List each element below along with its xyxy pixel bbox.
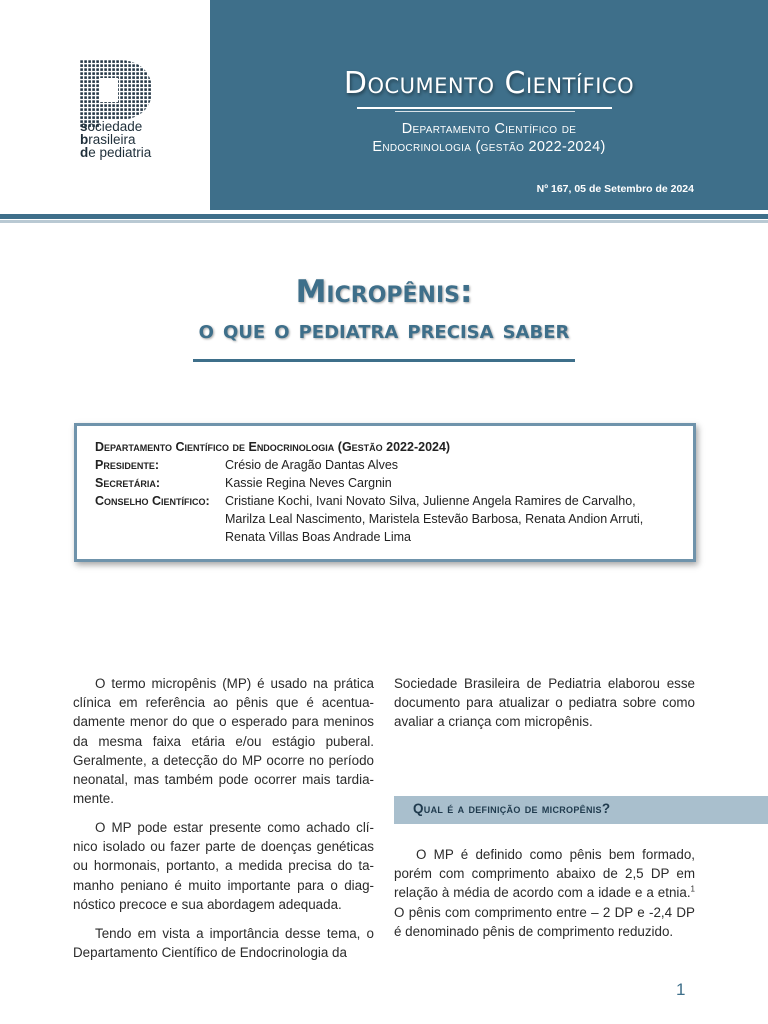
secretary-name: Kassie Regina Neves Cargnin	[225, 476, 392, 490]
logo-text-line1: sociedade	[80, 119, 143, 134]
main-title-line2: o que o pediatra precisa saber	[198, 315, 570, 345]
header-rule	[0, 214, 768, 219]
body-column-left	[73, 674, 374, 972]
main-title-line1: Micropênis:	[295, 274, 473, 310]
paragraph-clinical: O MP pode estar presente como achado clínico isolado ou fazer parte de doenças genéticas ou hormonais, portanto, a medida precisa do tamanho peniano é muito importante para o diagnóstico precoce e sua abordagem adequada.	[73, 820, 374, 912]
secretary-row	[95, 474, 683, 492]
paragraph-intro: O termo micropênis (MP) é usado na prática clínica em referência ao pênis que é acentuadamente menor do que o esperado para meninos da mesma faixa etária e/ou estágio puberal. Geralmente, a detecção do MP ocorre no período neonatal, mas também pode ocorrer mais tardiamente.	[73, 676, 374, 807]
issue-number: Nº 167, 05 de Setembro de 2024	[536, 183, 694, 195]
council-row	[95, 492, 683, 546]
logo-text-line2: brasileira	[80, 132, 136, 147]
section-heading-text: Qual é a definição de micropênis?	[413, 801, 611, 816]
secretary-label: Secretária:	[95, 476, 161, 490]
council-line-2: Marilza Leal Nascimento, Maristela Estevão Barbosa, Renata Andion Arruti,	[225, 512, 644, 526]
department-line-1: Departamento Científico de	[401, 121, 577, 137]
council-line-1: Cristiane Kochi, Ivani Novato Silva, Julienne Angela Ramires de Carvalho,	[225, 494, 636, 508]
header-rule-light	[0, 220, 768, 223]
council-label: Conselho Científico:	[95, 494, 210, 508]
document-type-title: Documento Científico	[343, 66, 635, 101]
page-number: 1	[676, 980, 686, 999]
definition-text-b: O pênis com comprimento entre – 2 DP e -2,4 DP é denominado pênis de comprimento reduzido.	[394, 904, 695, 939]
section-heading-definition	[394, 796, 768, 824]
committee-heading: Departamento Científico de Endocrinologia (Gestão 2022-2024)	[95, 440, 451, 454]
council-names	[225, 492, 683, 546]
reference-marker: 1	[690, 884, 695, 894]
paragraph-motivation: Tendo em vista a importância desse tema, o Departamento Científico de Endocrinologia da	[73, 925, 374, 960]
main-title-rule	[193, 359, 575, 362]
definition-text-a: O MP é definido como pênis bem formado, porém com comprimento abaixo de 2,5 DP em relação à média de acordo com a idade e a etnia.	[394, 847, 695, 901]
paragraph-motivation-cont: Sociedade Brasileira de Pediatria elaborou esse documento para atualizar o pediatra sobre como avaliar a criança com micropênis.	[394, 676, 695, 730]
department-line-2: Endocrinologia (gestão 2022-2024)	[372, 139, 606, 155]
president-row	[95, 456, 683, 474]
header-title-panel	[210, 0, 768, 210]
body-column-right-definition	[394, 845, 695, 951]
body-column-right	[394, 674, 695, 741]
paragraph-definition	[394, 845, 695, 941]
title-underline-thin	[395, 111, 575, 112]
president-name: Crésio de Aragão Dantas Alves	[225, 458, 399, 472]
title-underline	[357, 107, 612, 109]
president-label: Presidente:	[95, 458, 160, 472]
committee-box	[74, 423, 696, 562]
logo-text-line3: de pediatria	[80, 145, 152, 160]
council-line-3: Renata Villas Boas Andrade Lima	[225, 530, 411, 544]
